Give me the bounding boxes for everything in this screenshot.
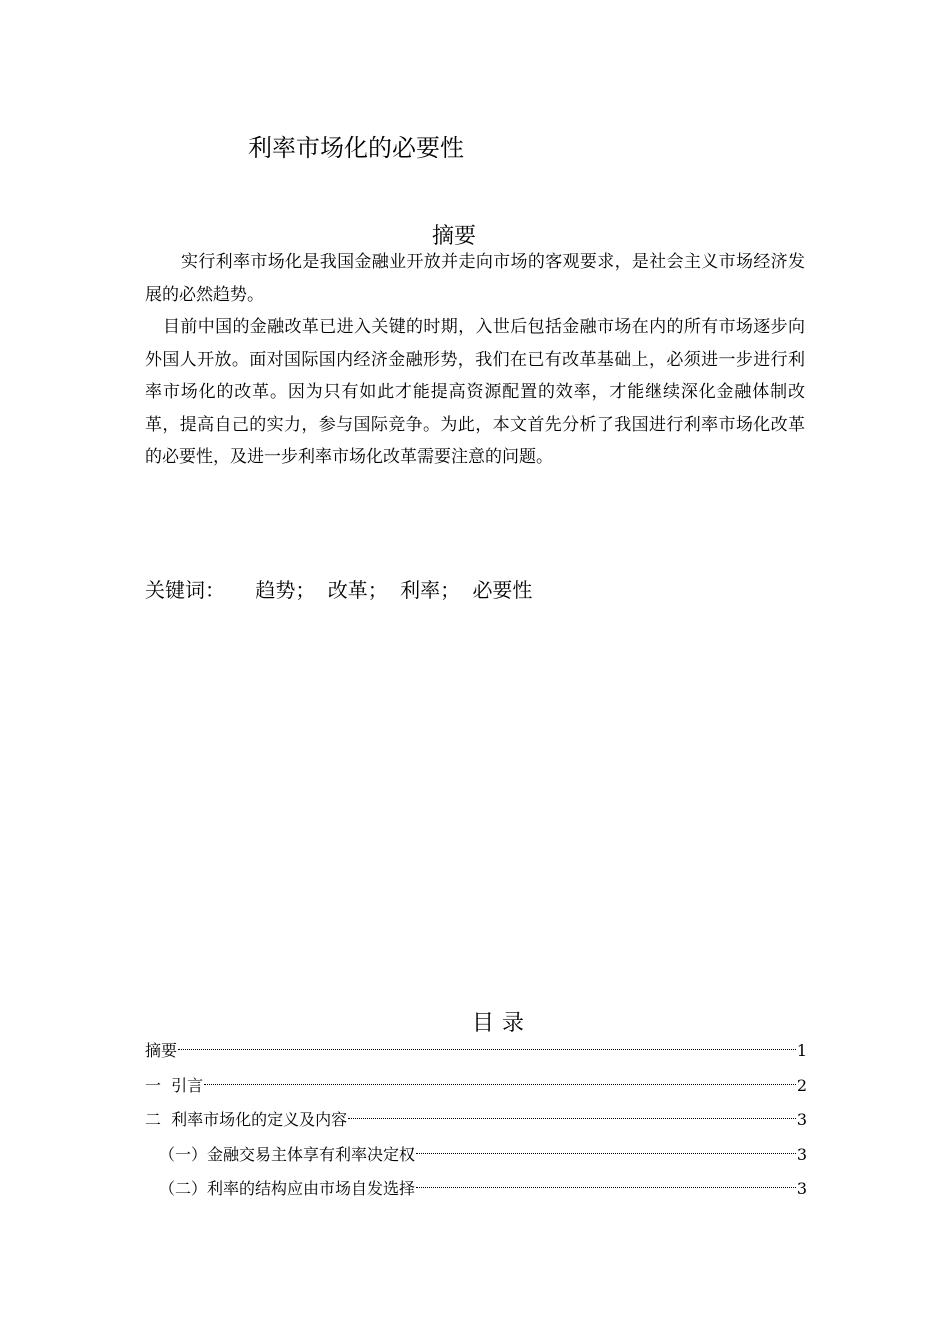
toc-entry-page: 3: [796, 1144, 807, 1164]
toc-entry-page: 1: [796, 1041, 807, 1060]
toc-leader-dots: [204, 1084, 796, 1085]
toc-entry[interactable]: [145, 1138, 807, 1173]
toc-entry[interactable]: [145, 1172, 807, 1207]
keyword-item: 改革；: [327, 578, 388, 602]
toc-entry-page: 3: [796, 1179, 807, 1198]
toc-leader-dots: [348, 1118, 796, 1119]
toc-entry-label: 摘要: [145, 1041, 178, 1060]
abstract-body: [145, 246, 805, 474]
keywords-label: 关键词：: [145, 578, 225, 602]
toc-leader-dots: [178, 1049, 796, 1050]
toc-entry-label: （一）金融交易主体享有利率决定权: [159, 1144, 416, 1164]
toc-entry-label: （二）利率的结构应由市场自发选择: [159, 1179, 416, 1198]
keyword-item: 必要性: [472, 578, 533, 602]
keyword-item: 利率；: [400, 578, 461, 602]
toc-heading: 目录: [471, 1011, 532, 1036]
toc-entry[interactable]: [145, 1103, 807, 1138]
keywords-line: [145, 574, 532, 606]
toc-entry-page: 3: [796, 1110, 807, 1129]
toc-entry-page: 2: [796, 1075, 807, 1095]
abstract-paragraph: 实行利率市场化是我国金融业开放并走向市场的客观要求，是社会主义市场经济发展的必然趋势。: [145, 252, 805, 305]
document-title: 利率市场化的必要性: [248, 134, 464, 162]
toc-entry-label: 二 利率市场化的定义及内容: [145, 1110, 348, 1129]
toc-entry-label: 一 引言: [145, 1075, 204, 1095]
table-of-contents: [145, 1034, 807, 1207]
keyword-item: 趋势；: [255, 578, 316, 602]
toc-leader-dots: [416, 1187, 796, 1188]
toc-entry[interactable]: [145, 1034, 807, 1069]
toc-entry[interactable]: [145, 1069, 807, 1104]
toc-leader-dots: [416, 1153, 796, 1154]
abstract-paragraph: 目前中国的金融改革已进入关键的时期，入世后包括金融市场在内的所有市场逐步向外国人开放。面对国际国内经济金融形势，我们在已有改革基础上，必须进一步进行利率市场化的改革。因为只有如此才能提高资源配置的效率，才能继续深化金融体制改革，提高自己的实力，参与国际竞争。为此，本文首先分析了我国进行利率市场化改革的必要性，及进一步利率市场化改革需要注意的问题。: [145, 317, 805, 467]
abstract-heading: 摘要: [431, 224, 476, 249]
